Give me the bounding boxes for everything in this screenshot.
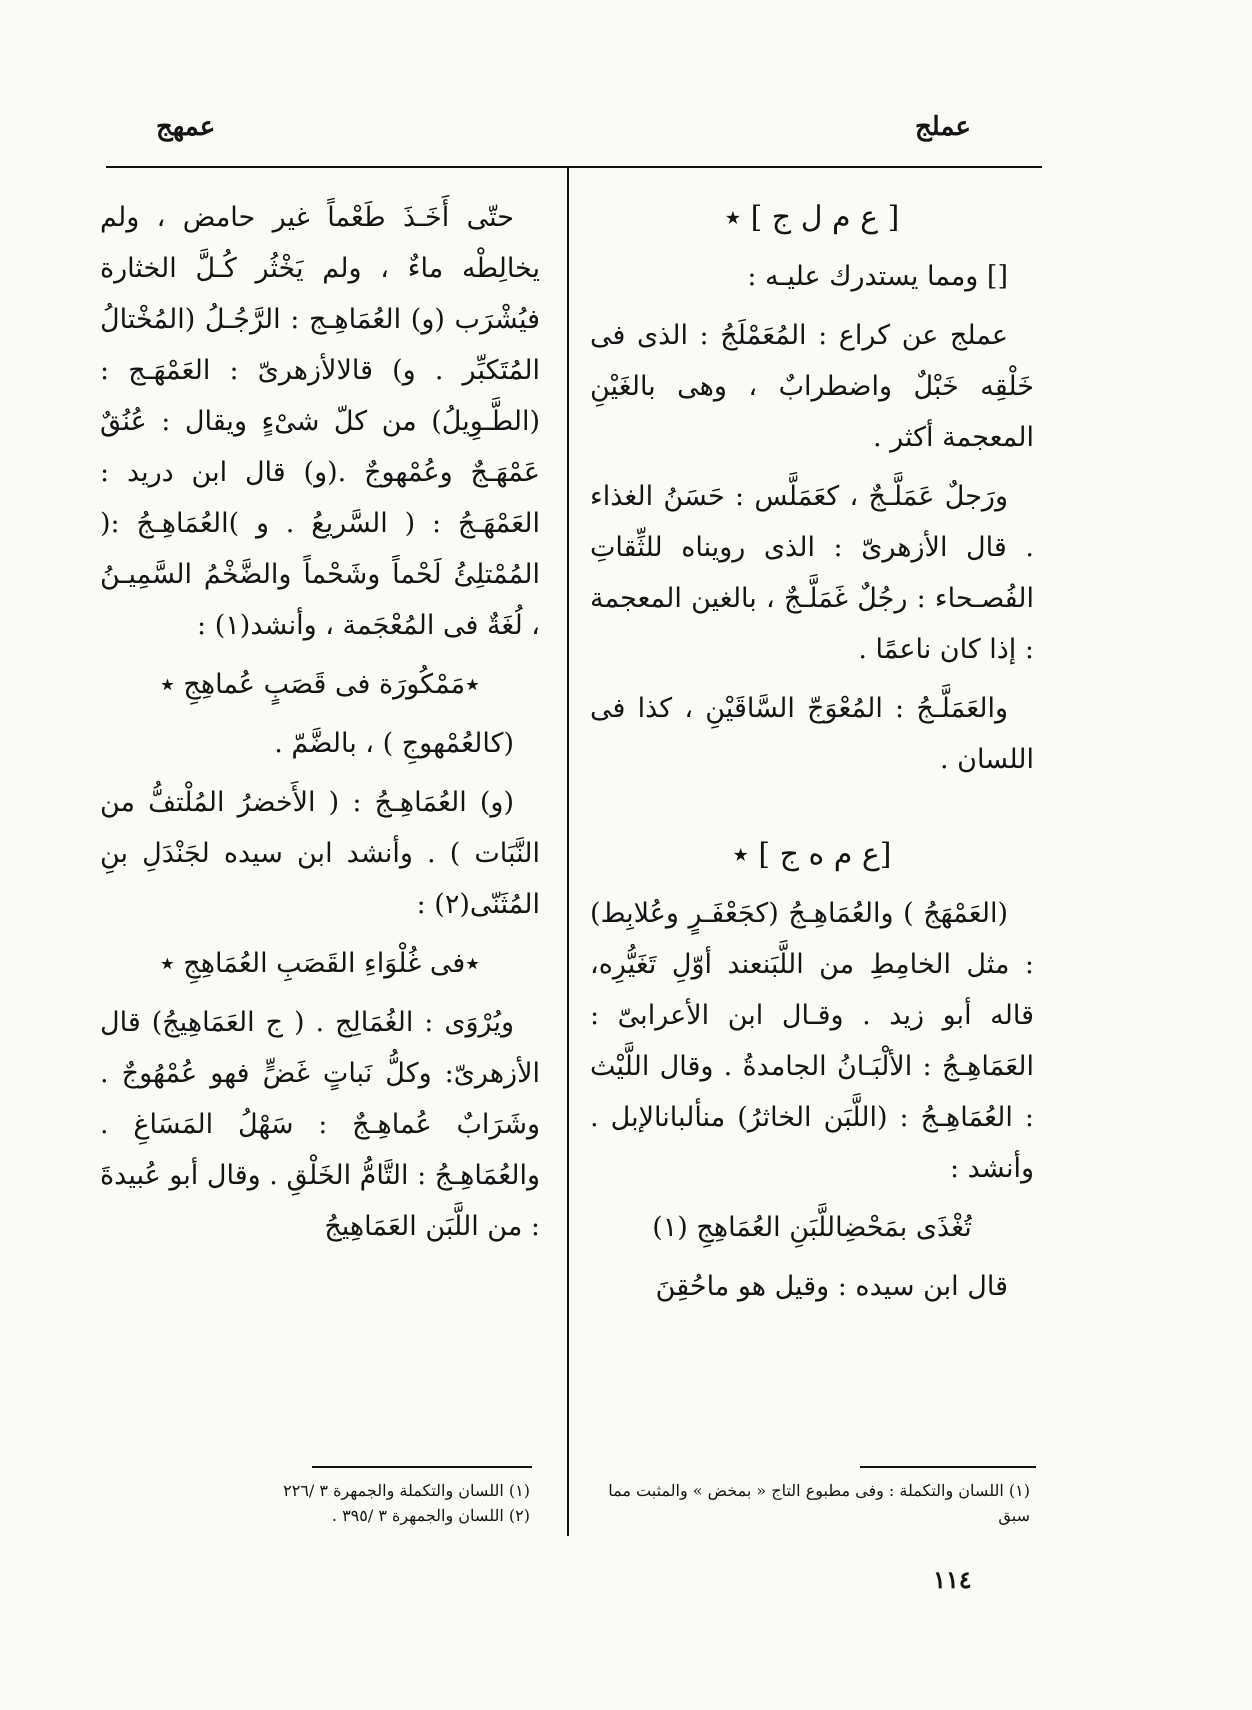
footnote-text: (١) اللسان والتكملة والجمهرة ٣ /٢٢٦ [283, 1481, 530, 1500]
entry-heading-amhj: [ع م ه ج ] ٭ [732, 837, 892, 872]
footnote-text: (٢) اللسان والجمهرة ٣ /٣٩٥ . [331, 1506, 530, 1525]
footnote-rule-right [860, 1466, 1036, 1468]
paragraph: [] ومما يستدرك عليـه : [747, 261, 1008, 292]
footnote-right [600, 1478, 1030, 1528]
paragraph: ويُرْوَى : الغُمَالِج . ( ج العَمَاهِيجُ) قال الأزهرىّ: وكلُّ نَباتٍ غَضٍّ فهو عُمْهُوجٌ . وشَرَابٌ عُماهِـجٌ : سَهْلُ المَسَاغِ . والعُمَاهِـجُ : التَّامُّ الخَلْقِ . وقال أبو عُبيدةَ : من اللَّبَن العَمَاهِيجُ [100, 1007, 540, 1242]
paragraph: (و) العُمَاهِـجُ : ( الأَخضرُ المُلْتفُّ من النَّبَات ) . وأنشد ابن سيده لجَنْدَلِ بنِ المُثَنّى(٢) : [100, 787, 540, 920]
paragraph: حتّى أَخَـذَ طَعْماً غير حامض ، ولم يخالِطْه ماءٌ ، ولم يَخْثُر كُـلَّ الخثارة فيُشْرَب (و) العُمَاهِـج : الرَّجُـلُ (المُخْتالُ المُتَكبِّر . و) قالالأزهرىّ : العَمْهَـج : (الطَّـوِيلُ) من كلّ شىْءٍ ويقال : عُنُقٌ عَمْهَـجٌ وعُمْهوجٌ .(و) قال ابن دريد : العَمْهَـجُ : ( السَّريعُ . و )العُمَاهِـجُ :( المُمْتلِئُ لَحْماً وشَحْماً والضَّخْمُ السَّمِيـنُ ، لُغَةٌ فى المُعْجَمة ، وأنشد(١) : [100, 202, 540, 641]
paragraph: عملج عن كراع : المُعَمْلَجُ : الذى فى خَلْقِه خَبْلٌ واضطرابٌ ، وهى بالغَيْنِ المعجمة أكثر . [590, 320, 1034, 453]
footnote-text: (١) اللسان والتكملة : وفى مطبوع التاج « بمخض » والمثبت مما سبق [608, 1481, 1030, 1525]
running-header-left: عمهج [156, 112, 216, 142]
verse-line: تُغْذَى بمَحْضِاللَّبَنِ العُمَاهِجِ (١) [652, 1212, 972, 1243]
paragraph: ورَجلٌ عَمَلَّـجٌ ، كعَمَلَّس : حَسَنُ الغذاء . قال الأزهرىّ : الذى رويناه للثِّقاتِ الفُصـحاء : رجُلٌ غَمَلَّـجٌ ، بالغين المعجمة : إذا كان ناعمًا . [590, 481, 1034, 665]
paragraph: (العَمْهَجُ ) والعُمَاهِـجُ (كجَعْفَـرٍ وعُلابِط) : مثل الخامِطِ من اللَّبَنعند أوّلِ تَغَيُّرِه، قاله أبو زيد . وقـال ابن الأعرابىّ : العَمَاهِـجُ : الألْبَـانُ الجامدةُ . وقال اللَّيْث : العُمَاهِـجُ : (اللَّبَن الخاثرُ) منألبانالإبل . وأنشد : [590, 898, 1034, 1184]
paragraph: والعَمَلَّـجُ : المُعْوَجّ السَّاقَيْنِ ، كذا فى اللسان . [590, 693, 1034, 775]
running-header-right: عملج [915, 112, 971, 142]
entry-heading-amlj: [ ع م ل ج ] ٭ [724, 200, 900, 235]
verse-line: ٭مَمْكُورَة فى قَصَبٍ عُماهِجِ ٭ [160, 669, 480, 700]
left-column [100, 192, 540, 1260]
footnotes-left [200, 1478, 530, 1528]
right-column [590, 192, 1034, 1320]
column-divider [567, 168, 569, 1536]
paragraph: (كالعُمْهوجِ ) ، بالضَّمّ . [274, 728, 514, 759]
page-number: ١١٤ [933, 1565, 972, 1594]
verse-line: ٭فى غُلْوَاءِ القَصَبِ العُمَاهِجِ ٭ [160, 948, 480, 979]
header-rule [106, 166, 1042, 168]
footnote-rule-left [312, 1466, 532, 1468]
paragraph: قال ابن سيده : وقيل هو ماحُقِنَ [655, 1271, 1008, 1302]
